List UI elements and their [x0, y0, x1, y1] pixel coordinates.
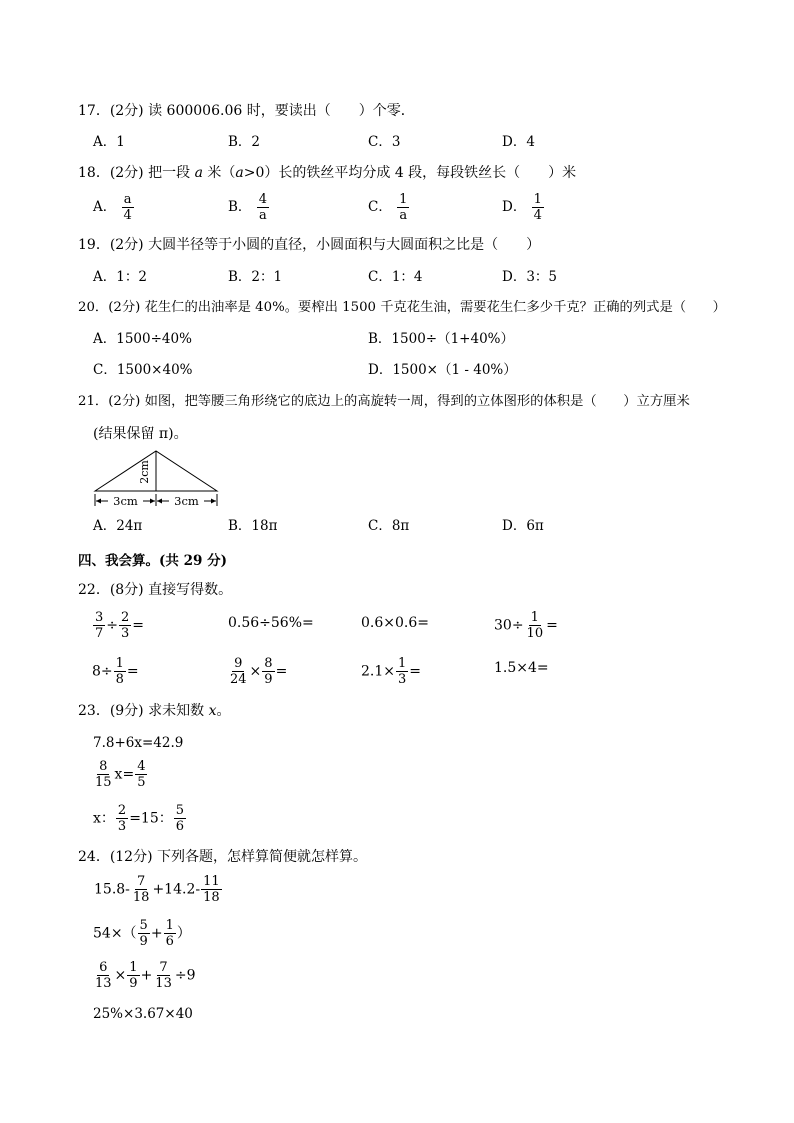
q17-option-b[interactable]: B．2	[228, 134, 261, 150]
q18-option-c-label: C．	[368, 199, 392, 215]
denominator: 4	[123, 208, 132, 223]
expr-prefix: 15.8-	[94, 881, 130, 898]
denominator: 6	[175, 819, 185, 834]
q22-item-2: 0.56÷56%=	[228, 615, 314, 631]
fraction	[127, 960, 139, 991]
question-21-stem-cont: (结果保留 π)。	[93, 426, 188, 442]
numerator: 1	[399, 192, 408, 207]
denominator: 13	[155, 976, 172, 991]
q18-prefix: 18．(2分) 把一段	[78, 165, 191, 181]
denominator: 4	[533, 208, 542, 223]
q21-option-a[interactable]: A．24π	[93, 518, 143, 534]
numerator: a	[123, 192, 132, 207]
q21-option-b[interactable]: B．18π	[228, 518, 278, 534]
numerator: 2	[121, 610, 130, 625]
q22-item-6	[227, 656, 287, 687]
q23-equation-2	[92, 759, 148, 790]
fraction	[228, 656, 249, 687]
q23-var: x	[208, 703, 217, 719]
numerator: 1	[165, 918, 174, 933]
numerator: 11	[203, 874, 220, 889]
fraction	[93, 610, 105, 641]
q24-expression-1	[94, 874, 223, 905]
numerator: 7	[137, 874, 146, 889]
numerator: 7	[159, 960, 168, 975]
denominator: 9	[264, 672, 273, 687]
numerator: 8	[99, 759, 108, 774]
q17-option-d[interactable]: D．4	[502, 134, 535, 150]
q18-option-a[interactable]	[93, 192, 135, 223]
fraction	[93, 960, 114, 991]
fraction	[153, 960, 174, 991]
q20-option-b[interactable]: B．1500÷（1+40%）	[368, 331, 514, 347]
section-heading: 四、我会算。(共 29 分)	[78, 553, 227, 569]
fraction	[131, 874, 152, 905]
numerator: 5	[139, 918, 148, 933]
question-21-stem: 21．(2分) 如图，把等腰三角形绕它的底边上的高旋转一周，得到的立体图形的体积是（ ）立方厘米	[78, 394, 690, 409]
q18-option-a-fraction	[122, 192, 134, 223]
q18-option-b-fraction	[257, 192, 269, 223]
height-label: 2cm	[138, 460, 151, 484]
q20-option-a[interactable]: A．1500÷40%	[93, 331, 192, 347]
q22-item-1	[92, 610, 144, 641]
expr-middle: +	[150, 925, 163, 942]
q22-item-5	[92, 656, 139, 687]
denominator: 7	[95, 626, 104, 641]
arrow-mid-left	[150, 499, 155, 504]
q17-option-a[interactable]: A．1	[93, 134, 125, 150]
fraction	[116, 803, 128, 834]
fraction	[114, 656, 126, 687]
q22-item-4	[494, 610, 558, 641]
q24-expression-3	[92, 960, 195, 991]
q21-option-c[interactable]: C．8π	[368, 518, 410, 534]
operator: ×	[114, 967, 127, 984]
numerator: 1	[533, 192, 542, 207]
expr-prefix: 2.1×	[361, 663, 395, 680]
denominator: 10	[526, 626, 544, 641]
q23-equation-1: 7.8+6x=42.9	[93, 735, 184, 751]
q21-option-d[interactable]: D．6π	[502, 518, 544, 534]
q18-option-d-fraction	[532, 192, 544, 223]
numerator: 8	[264, 656, 273, 671]
numerator: 4	[137, 759, 146, 774]
expr-prefix: 30÷	[494, 617, 524, 634]
right-base-label: 3cm	[174, 494, 199, 508]
denominator: 9	[129, 976, 138, 991]
denominator: 3	[398, 672, 407, 687]
q22-item-8: 1.5×4=	[494, 660, 549, 676]
fraction	[138, 918, 150, 949]
expr-middle: =15：	[129, 810, 173, 827]
equals: =	[132, 617, 145, 634]
denominator: 8	[115, 672, 124, 687]
expr-prefix: 54×（	[93, 925, 137, 942]
expr-middle: x=	[114, 766, 135, 783]
equals: =	[409, 663, 422, 680]
numerator: 9	[234, 656, 243, 671]
expr-prefix: x：	[93, 810, 115, 827]
expr-middle: +14.2-	[152, 881, 201, 898]
q19-option-d[interactable]: D．3：5	[502, 269, 558, 285]
q20-option-d[interactable]: D．1500×（1 - 40%）	[368, 362, 517, 378]
denominator: a	[399, 208, 408, 223]
numerator: 1	[530, 610, 539, 625]
q18-mid1: 米（	[207, 165, 236, 181]
q20-option-c[interactable]: C．1500×40%	[93, 362, 193, 378]
question-23-stem	[78, 703, 230, 719]
fraction	[135, 759, 147, 790]
q22-item-3: 0.6×0.6=	[361, 615, 429, 631]
numerator: 1	[115, 656, 124, 671]
operator: ×	[249, 663, 262, 680]
question-24-stem: 24．(12分) 下列各题，怎样算简便就怎样算。	[78, 849, 368, 865]
numerator: 4	[258, 192, 267, 207]
q18-mid2: >0）长的铁丝平均分成 4 段，每段铁丝长（ ）米	[243, 165, 577, 181]
q18-option-d[interactable]	[502, 192, 545, 223]
q19-option-b[interactable]: B．2：1	[228, 269, 283, 285]
numerator: 5	[175, 803, 185, 818]
q17-option-c[interactable]: C．3	[368, 134, 401, 150]
fraction	[93, 759, 114, 790]
denominator: 24	[230, 672, 247, 687]
q18-var-a: a	[194, 165, 203, 181]
operator: ÷	[106, 617, 119, 634]
q23-equation-3	[93, 803, 187, 834]
fraction	[119, 610, 131, 641]
numerator: 1	[398, 656, 407, 671]
q18-option-c-fraction	[397, 192, 409, 223]
expr-prefix: 8÷	[92, 663, 113, 680]
denominator: 13	[95, 976, 112, 991]
fraction	[174, 803, 186, 834]
fraction	[525, 610, 546, 641]
arrow-left	[96, 499, 101, 504]
fraction	[396, 656, 408, 687]
numerator: 1	[129, 960, 138, 975]
operator: +	[140, 967, 153, 984]
denominator: a	[258, 208, 267, 223]
question-17-stem: 17．(2分) 读 600006.06 时，要读出（ ）个零．	[78, 103, 415, 119]
q19-option-a[interactable]: A．1：2	[93, 269, 147, 285]
q18-option-d-label: D．	[502, 199, 527, 215]
question-22-stem: 22．(8分) 直接写得数。	[78, 582, 233, 598]
fraction	[164, 918, 176, 949]
left-base-label: 3cm	[113, 494, 138, 508]
expr-suffix: ÷9	[174, 967, 196, 984]
q22-item-7	[361, 656, 421, 687]
triangle-figure	[90, 446, 222, 512]
equals: =	[126, 663, 139, 680]
arrow-right	[211, 499, 216, 504]
denominator: 18	[132, 890, 150, 905]
fraction	[262, 656, 274, 687]
denominator: 3	[121, 626, 130, 641]
arrow-mid-right	[157, 499, 162, 504]
q18-var-a2: a	[235, 165, 244, 181]
q18-option-b-label: B．	[228, 199, 252, 215]
question-19-stem: 19．(2分) 大圆半径等于小圆的直径，小圆面积与大圆面积之比是（ ）	[78, 237, 541, 253]
numerator: 6	[99, 960, 108, 975]
q18-option-b[interactable]	[228, 192, 270, 223]
denominator: 6	[165, 934, 174, 949]
numerator: 2	[117, 803, 127, 818]
numerator: 3	[95, 610, 104, 625]
denominator: 3	[117, 819, 127, 834]
denominator: 5	[137, 775, 146, 790]
denominator: 18	[203, 890, 220, 905]
denominator: 15	[95, 775, 112, 790]
question-18-stem	[78, 165, 576, 181]
q23-stem-post: 。	[216, 703, 231, 719]
equals: =	[546, 617, 558, 634]
q24-expression-4: 25%×3.67×40	[93, 1006, 193, 1022]
expr-suffix: ）	[176, 925, 191, 942]
q24-expression-2	[93, 918, 191, 949]
q18-option-c[interactable]	[368, 192, 410, 223]
equals: =	[275, 663, 288, 680]
question-20-stem: 20．(2分) 花生仁的出油率是 40%。要榨出 1500 千克花生油，需要花生仁多少千克？正确的列式是（ ）	[78, 300, 726, 315]
q23-stem-pre: 23．(9分) 求未知数	[78, 703, 205, 719]
fraction	[201, 874, 222, 905]
q19-option-c[interactable]: C．1：4	[368, 269, 423, 285]
q18-option-a-label: A．	[93, 199, 117, 215]
denominator: 9	[139, 934, 148, 949]
